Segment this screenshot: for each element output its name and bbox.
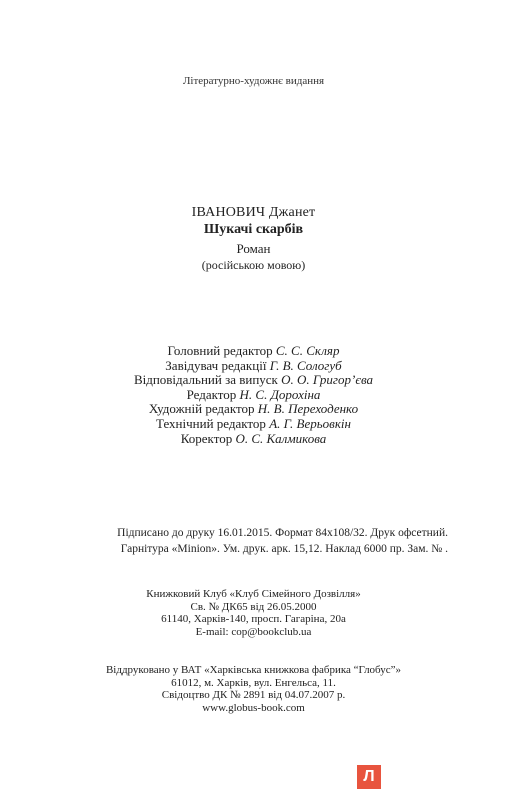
print-info-line: Гарнітура «Minion». Ум. друк. арк. 15,12. Наклад 6000 пр. Зам. № . — [120, 543, 448, 555]
credit-name: Н. В. Переходенко — [257, 401, 359, 417]
book-title: Шукачі скарбів — [203, 222, 304, 237]
printer-line: Свідоцтво ДК № 2891 від 04.07.2007 р. — [161, 689, 346, 702]
credit-line — [0, 388, 507, 403]
credit-role: Завідувач редакції — [165, 357, 267, 373]
credits-block — [0, 344, 507, 446]
credit-name: Г. В. Сологуб — [269, 357, 342, 373]
credit-name: О. С. Калмикова — [235, 430, 327, 446]
printer-line: 61012, м. Харків, вул. Енгельса, 11. — [171, 676, 336, 689]
credit-line — [0, 402, 507, 417]
credit-line — [0, 417, 507, 432]
publisher-line: E-mail: cop@bookclub.ua — [195, 625, 312, 638]
credit-name: О. О. Григор’єва — [281, 372, 374, 388]
credit-name: С. С. Скляр — [275, 343, 340, 358]
credit-role: Редактор — [186, 386, 237, 402]
book-author: ІВАНОВИЧ Джанет — [191, 205, 316, 220]
credit-line — [0, 344, 507, 359]
publisher-line: Книжковий Клуб «Клуб Сімейного Дозвілля» — [146, 588, 361, 600]
print-info-line: Підписано до друку 16.01.2015. Формат 84x108/32. Друк офсетний. — [117, 527, 448, 539]
publisher-line: Св. № ДК65 від 26.05.2000 — [190, 600, 317, 613]
genre-label: Літературно-художнє видання — [182, 75, 325, 87]
credit-role: Головний редактор — [167, 343, 273, 358]
printer-line: www.globus-book.com — [202, 701, 305, 714]
credit-name: Н. С. Дорохіна — [239, 386, 321, 402]
credit-name: А. Г. Верьовкін — [269, 415, 351, 431]
printer-line: Віддруковано у ВАТ «Харківська книжкова фабрика “Глобус”» — [105, 664, 402, 676]
credit-role: Художній редактор — [148, 401, 255, 417]
book-type: Роман — [236, 241, 271, 256]
litres-logo-icon: Л — [357, 765, 381, 789]
print-info-block — [88, 525, 448, 557]
publisher-line: 61140, Харків-140, просп. Гагаріна, 20а — [161, 613, 346, 626]
credit-role: Відповідальний за випуск — [133, 372, 278, 388]
credit-line — [0, 373, 507, 388]
credit-line — [0, 359, 507, 374]
publisher-block — [0, 588, 507, 638]
credit-role: Технічний редактор — [156, 415, 266, 431]
book-language: (російською мовою) — [201, 258, 306, 272]
printer-block — [0, 664, 507, 714]
credit-line — [0, 432, 507, 447]
credit-role: Коректор — [180, 430, 233, 446]
